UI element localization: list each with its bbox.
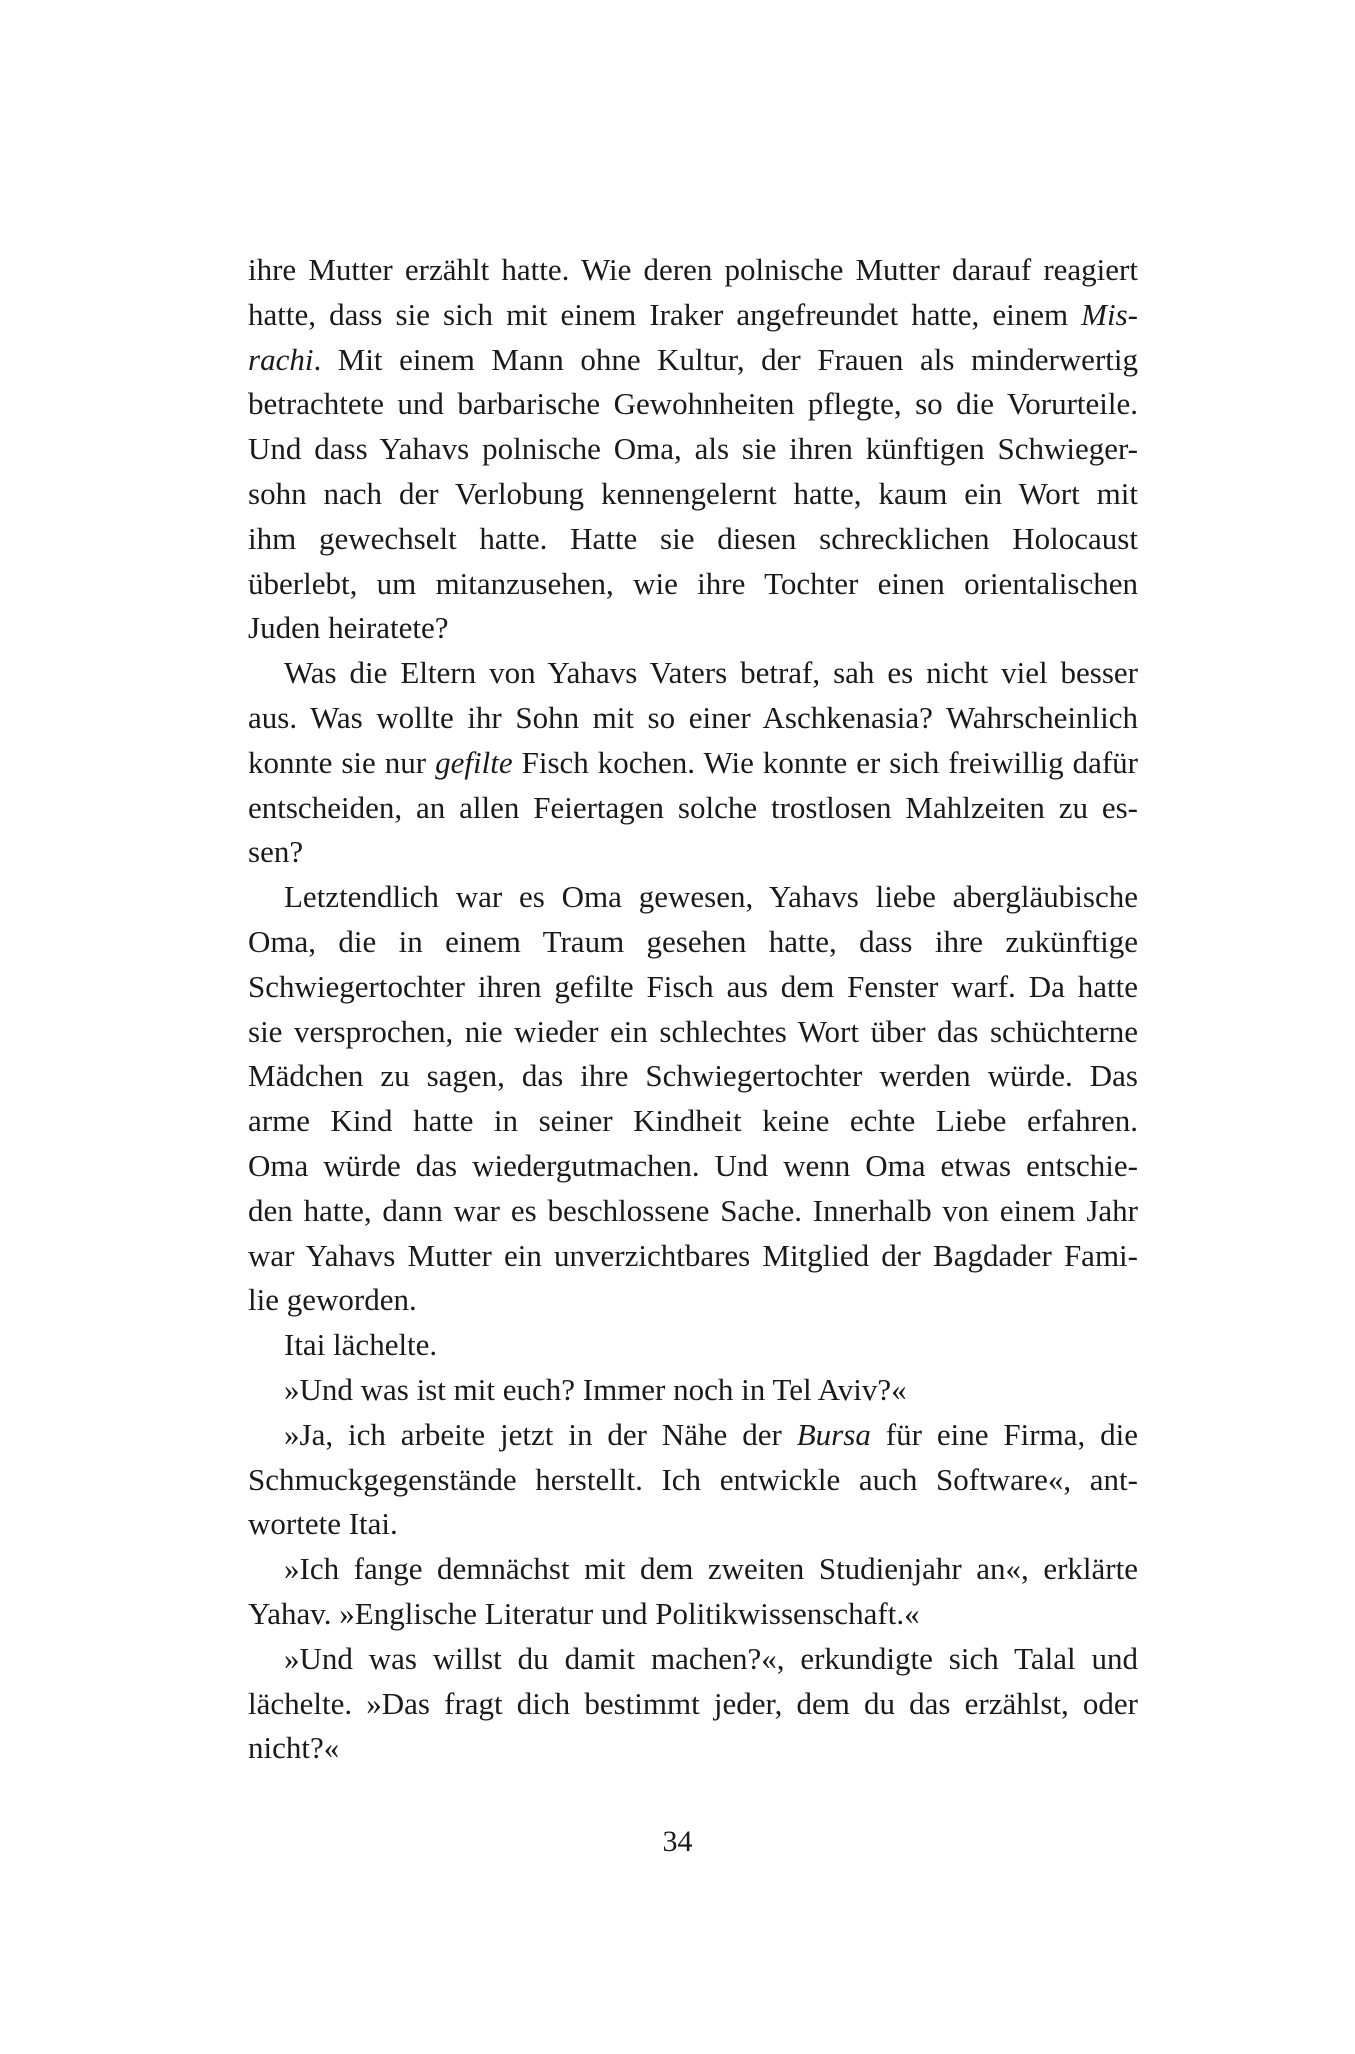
italic-text: Bursa	[796, 1416, 871, 1452]
text-segment: Was die Eltern von Yahavs Vaters betraf, sah es nicht viel besser	[284, 655, 1138, 691]
text-line	[248, 1368, 1138, 1413]
italic-text: gefilte	[435, 744, 513, 780]
italic-text: rachi	[248, 341, 314, 377]
text-line	[248, 1010, 1138, 1055]
text-segment: Schwiegertochter ihren gefilte Fisch aus dem Fenster warf. Da hatte	[248, 968, 1138, 1004]
text-line	[248, 1637, 1138, 1682]
text-segment: . Mit einem Mann ohne Kultur, der Frauen als minderwertig	[313, 341, 1138, 377]
text-line	[248, 830, 1138, 875]
text-segment: überlebt, um mitanzusehen, wie ihre Tochter einen orientalischen	[248, 565, 1138, 601]
text-line	[248, 920, 1138, 965]
text-segment: Itai lächelte.	[284, 1327, 438, 1363]
page-number: 34	[662, 1825, 693, 1858]
text-line	[248, 1099, 1138, 1144]
text-segment: Yahav. »Englische Literatur und Politikwissenschaft.«	[248, 1595, 920, 1631]
text-line	[248, 1054, 1138, 1099]
text-line	[248, 517, 1138, 562]
text-segment: sie versprochen, nie wieder ein schlechtes Wort über das schüchterne	[248, 1013, 1138, 1049]
text-segment: lächelte. »Das fragt dich bestimmt jeder, dem du das erzählst, oder	[248, 1685, 1138, 1721]
text-segment: war Yahavs Mutter ein unverzichtbares Mitglied der Bagdader Fami-	[248, 1237, 1138, 1273]
text-line	[248, 965, 1138, 1010]
text-line	[248, 427, 1138, 472]
text-segment: ihre Mutter erzählt hatte. Wie deren polnische Mutter darauf reagiert	[248, 252, 1138, 287]
text-segment: Fisch kochen. Wie konnte er sich freiwillig dafür	[512, 744, 1138, 780]
text-line	[248, 1413, 1138, 1458]
text-segment: Mädchen zu sagen, das ihre Schwiegertochter werden würde. Das	[248, 1058, 1138, 1094]
text-segment: den hatte, dann war es beschlossene Sache. Innerhalb von einem Jahr	[248, 1192, 1138, 1228]
text-line	[248, 1323, 1138, 1368]
text-segment: nicht?«	[248, 1730, 340, 1766]
text-segment: betrachtete und barbarische Gewohnheiten pflegte, so die Vorurteile.	[248, 386, 1138, 422]
text-segment: ihm gewechselt hatte. Hatte sie diesen schrecklichen Holocaust	[248, 520, 1138, 556]
text-line	[248, 741, 1138, 786]
text-line	[248, 248, 1138, 293]
body-text	[248, 248, 1138, 1771]
text-segment: Oma, die in einem Traum gesehen hatte, dass ihre zukünftige	[248, 923, 1138, 959]
text-line	[248, 338, 1138, 383]
text-line	[248, 1547, 1138, 1592]
text-line	[248, 293, 1138, 338]
text-segment: sohn nach der Verlobung kennengelernt hatte, kaum ein Wort mit	[248, 475, 1138, 511]
text-segment: »Und was ist mit euch? Immer noch in Tel Aviv?«	[284, 1371, 907, 1407]
text-line	[248, 472, 1138, 517]
text-line	[248, 651, 1138, 696]
text-line	[248, 1234, 1138, 1279]
text-segment: Juden heiratete?	[248, 610, 449, 646]
text-segment: wortete Itai.	[248, 1506, 398, 1542]
text-line	[248, 1726, 1138, 1771]
text-line	[248, 1458, 1138, 1503]
text-line	[248, 1502, 1138, 1547]
text-segment: »Ich fange demnächst mit dem zweiten Studienjahr an«, erklärte	[284, 1551, 1138, 1587]
text-line	[248, 382, 1138, 427]
text-segment: Schmuckgegenstände herstellt. Ich entwickle auch Software«, ant-	[248, 1461, 1138, 1497]
text-line	[248, 562, 1138, 607]
text-line	[248, 606, 1138, 651]
text-segment: Letztendlich war es Oma gewesen, Yahavs liebe abergläubische	[284, 879, 1138, 915]
text-segment: arme Kind hatte in seiner Kindheit keine echte Liebe erfahren.	[248, 1103, 1138, 1139]
text-line	[248, 1592, 1138, 1637]
text-line	[248, 1189, 1138, 1234]
text-segment: Oma würde das wiedergutmachen. Und wenn Oma etwas entschie-	[248, 1147, 1138, 1183]
text-segment: konnte sie nur	[248, 744, 436, 780]
text-segment: entscheiden, an allen Feiertagen solche trostlosen Mahlzeiten zu es-	[248, 789, 1138, 825]
text-line	[248, 1682, 1138, 1727]
text-segment: aus. Was wollte ihr Sohn mit so einer Aschkenasia? Wahrscheinlich	[248, 699, 1138, 735]
text-segment: »Und was willst du damit machen?«, erkundigte sich Talal und	[284, 1640, 1138, 1676]
text-line	[248, 1278, 1138, 1323]
text-line	[248, 1144, 1138, 1189]
text-segment: für eine Firma, die	[870, 1416, 1138, 1452]
text-segment: Und dass Yahavs polnische Oma, als sie ihren künftigen Schwieger-	[248, 431, 1138, 467]
italic-text: Mis-	[1081, 296, 1138, 332]
text-segment: »Ja, ich arbeite jetzt in der Nähe der	[284, 1416, 797, 1452]
text-line	[248, 696, 1138, 741]
text-line	[248, 875, 1138, 920]
text-segment: sen?	[248, 834, 304, 870]
text-segment: lie geworden.	[248, 1282, 417, 1318]
text-segment: hatte, dass sie sich mit einem Iraker angefreundet hatte, einem	[248, 296, 1082, 332]
text-line	[248, 786, 1138, 831]
